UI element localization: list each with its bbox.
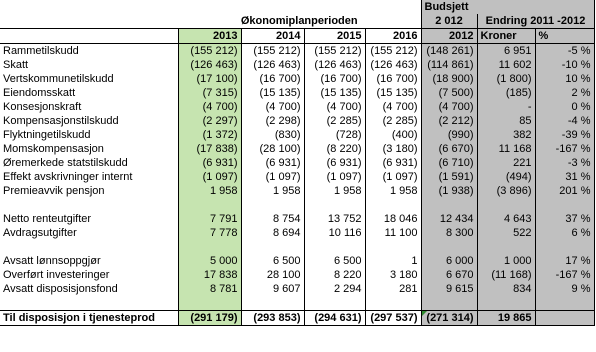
blank-cell[interactable] [178, 240, 241, 254]
cell-2012[interactable]: (18 900) [421, 72, 477, 86]
cell-pct[interactable]: 0 % [535, 100, 594, 114]
cell-pct[interactable]: 37 % [535, 212, 594, 226]
cell-2014[interactable]: (155 212) [241, 44, 304, 59]
cell-kroner[interactable]: 11 168 [477, 142, 535, 156]
cell-pct[interactable]: 31 % [535, 170, 594, 184]
cell-kroner[interactable]: 382 [477, 128, 535, 142]
row-label[interactable]: Avsatt disposisjonsfond [3, 283, 118, 295]
blank-cell[interactable] [477, 198, 535, 212]
row-label[interactable]: Premieavvik pensjon [3, 185, 105, 197]
blank-cell[interactable] [421, 198, 477, 212]
table-row [0, 128, 594, 142]
cell-2013[interactable]: (1 097) [178, 170, 241, 184]
cell-kroner[interactable]: - [477, 100, 535, 114]
cell-2015[interactable]: 2 294 [304, 282, 365, 296]
cell-pct[interactable]: -3 % [535, 156, 594, 170]
cell-pct[interactable]: -4 % [535, 114, 594, 128]
cell-2015[interactable]: (16 700) [304, 72, 365, 86]
table-row [0, 114, 594, 128]
cell-2015[interactable]: (15 135) [304, 86, 365, 100]
table-row [0, 72, 594, 86]
blank-cell[interactable] [0, 0, 178, 14]
cell-2014[interactable]: 6 500 [241, 254, 304, 268]
okonomiplan-header[interactable]: Økonomiplanperioden [240, 15, 358, 27]
cell-2013[interactable]: (155 212) [178, 44, 241, 59]
table-row [0, 156, 594, 170]
cell-pct[interactable]: -5 % [535, 44, 594, 59]
cell-2016[interactable]: (16 700) [365, 72, 421, 86]
cell-2016[interactable]: 1 [365, 254, 421, 268]
cell-kroner[interactable]: 221 [477, 156, 535, 170]
cell-2015[interactable]: 13 752 [304, 212, 365, 226]
cell-2016[interactable]: (2 285) [365, 114, 421, 128]
cell-kroner[interactable]: (11 168) [477, 268, 535, 282]
cell-2015[interactable]: (2 285) [304, 114, 365, 128]
blank-cell[interactable] [241, 198, 304, 212]
cell-2012[interactable]: 6 000 [421, 254, 477, 268]
cell-2013[interactable]: (6 931) [178, 156, 241, 170]
cell-2014[interactable]: (15 135) [241, 86, 304, 100]
cell-2015[interactable]: (155 212) [304, 44, 365, 59]
blank-cell[interactable] [178, 296, 241, 311]
cell-2013[interactable]: 1 958 [178, 184, 241, 198]
cell-kroner[interactable]: 85 [477, 114, 535, 128]
cell-2014[interactable]: (4 700) [241, 100, 304, 114]
blank-cell[interactable] [477, 0, 535, 14]
cell-2014[interactable]: (126 463) [241, 58, 304, 72]
blank-cell[interactable] [535, 296, 594, 311]
row-label[interactable]: Kompensasjonstilskudd [3, 115, 119, 127]
table-row [0, 296, 594, 311]
table-row [0, 184, 594, 198]
cell-kroner[interactable]: 6 951 [477, 44, 535, 59]
cell-pct[interactable]: -10 % [535, 58, 594, 72]
cell-2012[interactable]: (6 670) [421, 142, 477, 156]
cell-2012[interactable]: (7 500) [421, 86, 477, 100]
total-cell-pct[interactable] [535, 311, 594, 326]
budsjett-header[interactable]: Budsjett [421, 0, 477, 14]
cell-pct[interactable]: -167 % [535, 142, 594, 156]
cell-2015[interactable]: (4 700) [304, 100, 365, 114]
blank-cell[interactable] [365, 0, 421, 14]
row-label[interactable]: Momskompensasjon [3, 143, 104, 155]
cell-kroner[interactable]: (1 800) [477, 72, 535, 86]
cell-2016[interactable]: 18 046 [365, 212, 421, 226]
cell-pct[interactable]: -167 % [535, 268, 594, 282]
total-cell-kroner[interactable]: 19 865 [477, 311, 535, 326]
cell-2016[interactable]: (3 180) [365, 142, 421, 156]
col-header-kroner[interactable]: Kroner [477, 29, 535, 44]
blank-cell[interactable] [477, 240, 535, 254]
cell-2013[interactable]: 8 781 [178, 282, 241, 296]
blank-cell[interactable] [0, 296, 178, 311]
blank-cell[interactable] [365, 240, 421, 254]
total-cell-2013[interactable]: (291 179) [178, 311, 241, 326]
col-header-2016[interactable]: 2016 [365, 29, 421, 44]
cell-2013[interactable]: 17 838 [178, 268, 241, 282]
total-cell-2015[interactable]: (294 631) [304, 311, 365, 326]
cell-2014[interactable]: (6 931) [241, 156, 304, 170]
budsjett-year-header[interactable]: 2 012 [421, 14, 477, 29]
cell-pct[interactable]: 2 % [535, 86, 594, 100]
cell-2012[interactable]: 12 434 [421, 212, 477, 226]
blank-cell[interactable] [304, 296, 365, 311]
blank-cell[interactable] [241, 240, 304, 254]
total-label[interactable]: Til disposisjon i tjenesteprod [0, 311, 178, 326]
cell-2016[interactable]: 1 958 [365, 184, 421, 198]
cell-2014[interactable]: 9 607 [241, 282, 304, 296]
cell-2015[interactable]: (1 097) [304, 170, 365, 184]
cell-2016[interactable]: (400) [365, 128, 421, 142]
row-label[interactable]: Eiendomsskatt [3, 87, 76, 99]
blank-cell[interactable] [365, 296, 421, 311]
row-label[interactable]: Skatt [3, 59, 29, 71]
cell-kroner[interactable]: 1 000 [477, 254, 535, 268]
table-row [0, 268, 594, 282]
cell-2012[interactable]: 9 615 [421, 282, 477, 296]
blank-cell[interactable] [0, 29, 178, 44]
table-row [0, 254, 594, 268]
col-header-2013[interactable]: 2013 [178, 29, 241, 44]
total-cell-2012[interactable]: (271 314) [421, 311, 477, 326]
col-header-2015[interactable]: 2015 [304, 29, 365, 44]
blank-cell[interactable] [421, 296, 477, 311]
cell-pct[interactable]: -39 % [535, 128, 594, 142]
blank-cell[interactable] [304, 0, 365, 14]
cell-2012[interactable]: (148 261) [421, 44, 477, 59]
table-row [0, 282, 594, 296]
cell-kroner[interactable]: 4 643 [477, 212, 535, 226]
row-label[interactable]: Vertskommunetilskudd [3, 73, 114, 85]
cell-2015[interactable]: (728) [304, 128, 365, 142]
cell-2014[interactable]: (830) [241, 128, 304, 142]
row-label[interactable]: Rammetilskudd [3, 45, 79, 57]
cell-2014[interactable]: 8 694 [241, 226, 304, 240]
cell-pct[interactable]: 10 % [535, 72, 594, 86]
cell-2016[interactable]: (126 463) [365, 58, 421, 72]
table-row [0, 86, 594, 100]
col-header-2014[interactable]: 2014 [241, 29, 304, 44]
cell-2015[interactable]: 1 958 [304, 184, 365, 198]
cell-2016[interactable]: (6 931) [365, 156, 421, 170]
blank-cell[interactable] [0, 198, 178, 212]
row-label[interactable]: Netto renteutgifter [3, 213, 92, 225]
cell-2014[interactable]: (16 700) [241, 72, 304, 86]
cell-kroner[interactable]: (3 896) [477, 184, 535, 198]
cell-2014[interactable]: 28 100 [241, 268, 304, 282]
cell-kroner[interactable]: (494) [477, 170, 535, 184]
cell-kroner[interactable]: 11 602 [477, 58, 535, 72]
cell-2012[interactable]: (2 212) [421, 114, 477, 128]
cell-2012[interactable]: (990) [421, 128, 477, 142]
cell-2013[interactable]: (17 838) [178, 142, 241, 156]
cell-2012[interactable]: (6 710) [421, 156, 477, 170]
cell-2013[interactable]: (2 297) [178, 114, 241, 128]
row-label[interactable]: Flyktningetilskudd [3, 129, 91, 141]
blank-cell[interactable] [477, 296, 535, 311]
row-label[interactable]: Avdragsutgifter [3, 227, 77, 239]
cell-2016[interactable]: 3 180 [365, 268, 421, 282]
cell-2016[interactable]: (15 135) [365, 86, 421, 100]
cell-2014[interactable]: 1 958 [241, 184, 304, 198]
cell-2012[interactable]: (1 591) [421, 170, 477, 184]
col-header-2012[interactable]: 2012 [421, 29, 477, 44]
cell-2014[interactable]: (1 097) [241, 170, 304, 184]
cell-2013[interactable]: 7 778 [178, 226, 241, 240]
cell-pct[interactable]: 9 % [535, 282, 594, 296]
cell-2013[interactable]: (7 315) [178, 86, 241, 100]
cell-kroner[interactable]: (185) [477, 86, 535, 100]
blank-cell[interactable] [304, 198, 365, 212]
cell-kroner[interactable]: 834 [477, 282, 535, 296]
cell-2014[interactable]: (28 100) [241, 142, 304, 156]
cell-2016[interactable]: 281 [365, 282, 421, 296]
col-header-pct[interactable]: % [535, 29, 594, 44]
total-row [0, 311, 594, 326]
row-label[interactable]: Overført investeringer [3, 269, 110, 281]
table-row [0, 212, 594, 226]
cell-2016[interactable]: (155 212) [365, 44, 421, 59]
cell-2015[interactable]: 10 116 [304, 226, 365, 240]
blank-cell[interactable] [0, 14, 178, 29]
blank-cell[interactable] [535, 240, 594, 254]
table-row [0, 58, 594, 72]
cell-2016[interactable]: (4 700) [365, 100, 421, 114]
cell-2015[interactable]: (6 931) [304, 156, 365, 170]
cell-2015[interactable]: (126 463) [304, 58, 365, 72]
total-cell-2016[interactable]: (297 537) [365, 311, 421, 326]
blank-cell[interactable] [0, 240, 178, 254]
row-label[interactable]: Konsesjonskraft [3, 101, 82, 113]
cell-2016[interactable]: 11 100 [365, 226, 421, 240]
table-row [0, 142, 594, 156]
cell-pct[interactable]: 17 % [535, 254, 594, 268]
endring-header[interactable]: Endring 2011 -2012 [477, 14, 594, 29]
cell-2012[interactable]: 8 300 [421, 226, 477, 240]
cell-2012[interactable]: (1 938) [421, 184, 477, 198]
blank-cell[interactable] [178, 0, 241, 14]
cell-2016[interactable]: (1 097) [365, 170, 421, 184]
row-label[interactable]: Effekt avskrivninger internt [3, 171, 133, 183]
cell-pct[interactable]: 6 % [535, 226, 594, 240]
cell-2013[interactable]: (17 100) [178, 72, 241, 86]
cell-2013[interactable]: (126 463) [178, 58, 241, 72]
cell-2012[interactable]: 6 670 [421, 268, 477, 282]
cell-kroner[interactable]: 522 [477, 226, 535, 240]
cell-2013[interactable]: 7 791 [178, 212, 241, 226]
table-row [0, 226, 594, 240]
blank-cell[interactable] [178, 198, 241, 212]
cell-2012[interactable]: (114 861) [421, 58, 477, 72]
cell-2012[interactable]: (4 700) [421, 100, 477, 114]
table-row [0, 44, 594, 59]
blank-cell[interactable] [365, 198, 421, 212]
row-label[interactable]: Øremerkede statstilskudd [3, 157, 128, 169]
table-row [0, 100, 594, 114]
row-label[interactable]: Avsatt lønnsoppgjør [3, 255, 101, 267]
total-cell-2014[interactable]: (293 853) [241, 311, 304, 326]
cell-2013[interactable]: 5 000 [178, 254, 241, 268]
table-row [0, 240, 594, 254]
cell-2014[interactable]: 8 754 [241, 212, 304, 226]
table-row [0, 170, 594, 184]
blank-cell[interactable] [304, 240, 365, 254]
blank-cell[interactable] [241, 296, 304, 311]
cell-2013[interactable]: (1 372) [178, 128, 241, 142]
blank-cell[interactable] [241, 0, 304, 14]
cell-2014[interactable]: (2 298) [241, 114, 304, 128]
table-row [0, 198, 594, 212]
cell-2015[interactable]: 6 500 [304, 254, 365, 268]
cell-pct[interactable]: 201 % [535, 184, 594, 198]
blank-cell[interactable] [535, 198, 594, 212]
blank-cell[interactable] [535, 0, 594, 14]
cell-2013[interactable]: (4 700) [178, 100, 241, 114]
blank-cell[interactable] [421, 240, 477, 254]
cell-2015[interactable]: (8 220) [304, 142, 365, 156]
cell-2015[interactable]: 8 220 [304, 268, 365, 282]
